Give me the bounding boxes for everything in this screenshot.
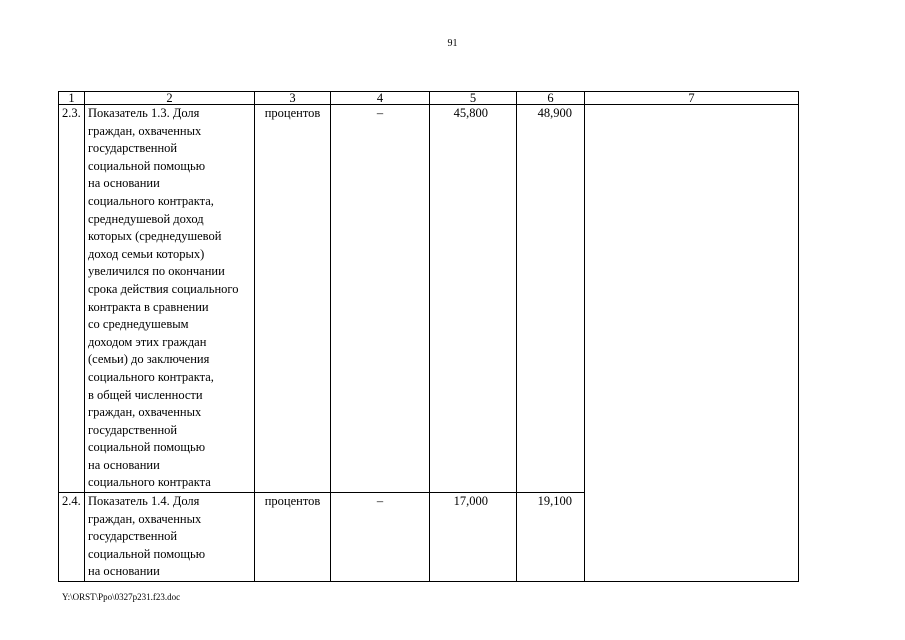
header-cell: 2	[85, 92, 255, 105]
col5-value: 17,000	[430, 493, 517, 582]
col6-value: 48,900	[517, 105, 585, 493]
header-cell: 5	[430, 92, 517, 105]
description-line: доходом этих граждан	[88, 334, 207, 349]
col6-value: 19,100	[517, 493, 585, 582]
description-line: Показатель 1.4. Доля	[88, 494, 200, 509]
description-line: социальной помощью	[88, 158, 206, 173]
description-line: на основании	[88, 564, 160, 579]
description-line: социальной помощью	[88, 440, 206, 455]
col7-cell	[585, 105, 799, 582]
row-number: 2.3.	[59, 105, 85, 493]
description-line: в общей численности	[88, 387, 203, 402]
col5-value: 45,800	[430, 105, 517, 493]
indicator-description	[85, 105, 255, 493]
table-row	[59, 105, 799, 493]
description-line: которых (среднедушевой	[88, 229, 222, 244]
description-line: на основании	[88, 457, 160, 472]
unit-cell: процентов	[255, 105, 331, 493]
indicator-table	[58, 91, 799, 582]
indicator-description	[85, 493, 255, 582]
description-line: контракта в сравнении	[88, 299, 209, 314]
header-cell: 7	[585, 92, 799, 105]
description-line: граждан, охваченных	[88, 405, 202, 420]
description-line: социальной помощью	[88, 546, 206, 561]
description-line: увеличился по окончании	[88, 264, 225, 279]
description-line: (семьи) до заключения	[88, 352, 210, 367]
description-line: среднедушевой доход	[88, 211, 204, 226]
row-number: 2.4.	[59, 493, 85, 582]
description-line: социального контракта,	[88, 193, 214, 208]
header-cell: 6	[517, 92, 585, 105]
header-cell: 4	[331, 92, 430, 105]
description-line: на основании	[88, 176, 160, 191]
col4-cell: –	[331, 105, 430, 493]
description-line: государственной	[88, 529, 178, 544]
table-header-row	[59, 92, 799, 105]
header-cell: 3	[255, 92, 331, 105]
description-line: Показатель 1.3. Доля	[88, 106, 200, 120]
description-line: со среднедушевым	[88, 317, 189, 332]
description-line: граждан, охваченных	[88, 511, 202, 526]
description-line: государственной	[88, 422, 178, 437]
header-cell: 1	[59, 92, 85, 105]
page-number: 91	[447, 38, 458, 49]
file-path-footer: Y:\ORST\Ppo\0327p231.f23.doc	[62, 592, 181, 602]
col4-cell: –	[331, 493, 430, 582]
description-line: срока действия социального	[88, 281, 239, 296]
description-line: социального контракта	[88, 475, 211, 490]
description-line: доход семьи которых)	[88, 246, 205, 261]
description-line: государственной	[88, 141, 178, 156]
unit-cell: процентов	[255, 493, 331, 582]
description-line: граждан, охваченных	[88, 123, 202, 138]
description-line: социального контракта,	[88, 369, 214, 384]
